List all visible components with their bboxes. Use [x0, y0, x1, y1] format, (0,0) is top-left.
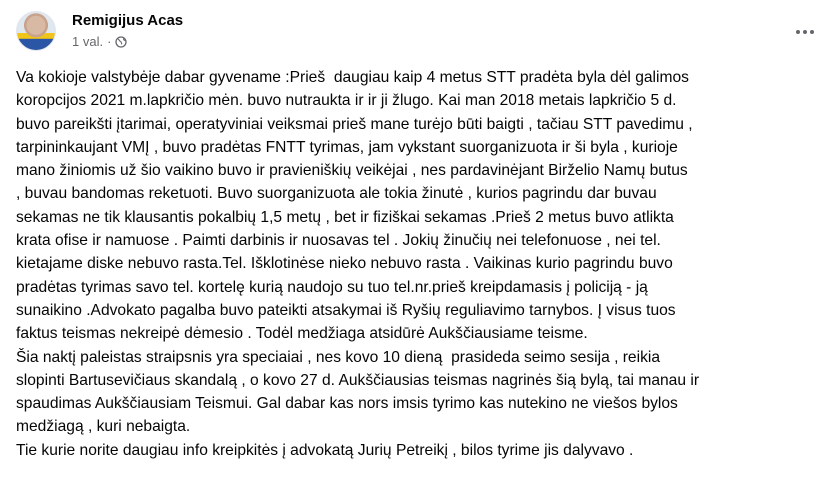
post-meta [72, 11, 183, 51]
author-name[interactable]: Remigijus Acas [72, 12, 184, 29]
more-options-icon [810, 30, 814, 34]
avatar[interactable] [16, 11, 56, 51]
separator-dot: · [107, 34, 112, 49]
post-subline [72, 33, 183, 51]
post-text: Va kokioje valstybėje dabar gyvename :Prieš daugiau kaip 4 metus STT pradėta byla dėl galimos koropcijos 2021 m.lapkričio mėn. buvo nutraukta ir ir ji žlugo. Kai man 2018 metais lapkričio 5 d. buvo pareikšti įtarimai, operatyviniai veiksmai prieš mane turėjo būti baigti , tačiau STT pavedimu , tarpininkaujant VMĮ , buvo pradėtas FNTT tyrimas, jam vykstant suorganizuota ir ši byla , kurioje mano žiniomis už šio vaikino buvo ir pravieniškių veikėjai , nes pardavinėjant Birželio Namų butus , buvau bandomas reketuoti. Buvo suorganizuota ale tokia žinutė , kurios pagrindu dar buvau sekamas ne tik klausantis pokalbių 1,5 metų , bet ir fiziškai sekamas .Prieš 2 metus buvo atlikta krata ofise ir namuose . Paimti darbinis ir nuosavas tel . Jokių žinučių nei telefonuose , nei tel. kietajame diske nebuvo rasta.Tel. Išklotinėse nieko nebuvo rasta . Vaikinas kurio pagrindu buvo pradėtas tyrimas savo tel. kortelę kurią naudojo su tuo tel.nr.prieš kreipdamasis į policiją - ją sunaikino .Advokato pagalba buvo pateikti atsakymai iš Ryšių reguliavimo tarnybos. Į visus tuos faktus teismas nekreipė dėmesio . Todėl medžiaga atsidūrė Aukščiausiame teisme. Šia naktį paleistas straipsnis yra speciaiai , nes kovo 10 dieną prasideda seimo sesija , reikia slopinti Bartusevičiaus skandalą , o kovo 27 d. Aukščiausias teismas nagrinės šią bylą, tai manau ir spaudimas Aukščiausiam Teismui. Gal dabar kas nors imsis tyrimo kas nutekino ne viešos bylos medžiagą , kuri nebaigta. Tie kurie norite daugiau info kreipkitės į advokatą Jurių Petreikį , bilos tyrime jis dalyvavo . [16, 69, 700, 459]
post-timestamp[interactable]: 1 val. [72, 34, 104, 49]
globe-icon[interactable] [115, 36, 127, 48]
post-header [16, 9, 183, 53]
more-options-icon [803, 30, 807, 34]
more-options-icon [796, 30, 800, 34]
more-options-button[interactable] [787, 20, 823, 44]
